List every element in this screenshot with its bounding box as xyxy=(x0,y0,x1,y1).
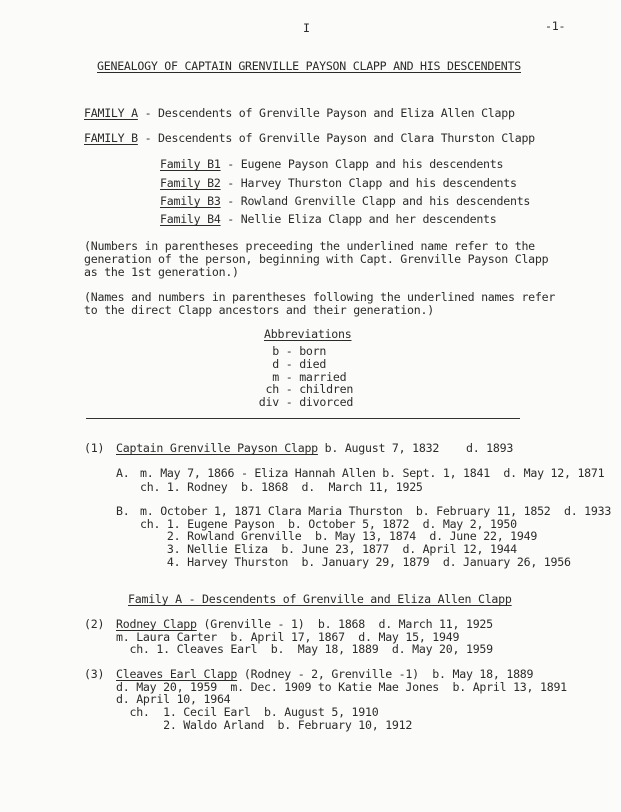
entry-2-parents: (Grenville - 1) b. 1868 d. March 11, 1925 xyxy=(196,617,493,631)
abbr-row: ch - children xyxy=(250,383,353,396)
entry-1-b-child: 3. Nellie Eliza b. June 23, 1877 d. April 12, 1944 xyxy=(140,542,517,556)
abbr-key: m xyxy=(272,370,279,384)
abbr-row: div - divorced xyxy=(250,396,353,409)
note-2-line-1: (Names and numbers in parentheses following the underlined names refer xyxy=(84,290,556,304)
abbr-key: ch xyxy=(265,382,279,396)
entry-2-number: (2) xyxy=(84,617,105,631)
entry-1-number: (1) xyxy=(84,441,105,455)
entry-1-a-tag: A. xyxy=(116,466,130,480)
abbr-meaning: divorced xyxy=(299,395,354,409)
abbreviations-heading: Abbreviations xyxy=(264,327,352,341)
family-b3-line xyxy=(160,195,530,208)
abbr-key: div xyxy=(258,395,279,409)
entry-1-b-child: 2. Rowland Grenville b. May 13, 1874 d. June 22, 1949 xyxy=(140,529,538,543)
family-b2-label: Family B2 xyxy=(160,176,221,190)
entry-2-line: ch. 1. Cleaves Earl b. May 18, 1889 d. May 20, 1959 xyxy=(116,642,493,656)
entry-1-a-line-1: m. May 7, 1866 - Eliza Hannah Allen b. Sept. 1, 1841 d. May 12, 1871 xyxy=(140,466,605,480)
entry-1-heading xyxy=(116,442,513,455)
note-2-line-2: to the direct Clapp ancestors and their generation.) xyxy=(84,303,434,317)
section-number: I xyxy=(303,21,310,35)
entry-1-b-tag: B. xyxy=(116,504,130,518)
abbr-meaning: married xyxy=(299,370,347,384)
family-a-heading: Family A - Descendents of Grenville and Eliza Allen Clapp xyxy=(128,592,512,606)
family-b1-desc: - Eugene Payson Clapp and his descendents xyxy=(220,157,504,171)
entry-2-name: Rodney Clapp xyxy=(116,617,197,631)
family-b4-label: Family B4 xyxy=(160,212,221,226)
abbr-key: d xyxy=(272,357,279,371)
page-title: GENEALOGY OF CAPTAIN GRENVILLE PAYSON CLAPP AND HIS DESCENDENTS xyxy=(97,59,521,73)
entry-3-name: Cleaves Earl Clapp xyxy=(116,667,238,681)
entry-1-b-child: ch. 1. Eugene Payson b. October 5, 1872 d. May 2, 1950 xyxy=(140,517,517,531)
section-divider xyxy=(86,418,520,419)
family-b1-label: Family B1 xyxy=(160,157,221,171)
abbr-row: m - married xyxy=(250,371,346,384)
note-1-line-1: (Numbers in parentheses preceeding the underlined name refer to the xyxy=(84,239,535,253)
family-b3-label: Family B3 xyxy=(160,194,221,208)
entry-1-name: Captain Grenville Payson Clapp xyxy=(116,441,318,455)
abbr-row: d - died xyxy=(250,358,326,371)
entry-1-dates: b. August 7, 1832 d. 1893 xyxy=(317,441,514,455)
family-a-label: FAMILY A xyxy=(84,106,138,120)
family-b3-desc: - Rowland Grenville Clapp and his descendents xyxy=(220,194,531,208)
entry-3-line: d. May 20, 1959 m. Dec. 1909 to Katie Mae Jones b. April 13, 1891 xyxy=(116,680,567,694)
abbr-meaning: born xyxy=(299,344,327,358)
entry-3-line: ch. 1. Cecil Earl b. August 5, 1910 xyxy=(116,705,379,719)
family-b2-line xyxy=(160,177,517,190)
entry-2-line: m. Laura Carter b. April 17, 1867 d. May 15, 1949 xyxy=(116,630,460,644)
family-b4-desc: - Nellie Eliza Clapp and her descendents xyxy=(220,212,497,226)
abbr-meaning: children xyxy=(299,382,354,396)
family-b4-line xyxy=(160,213,497,226)
note-1-line-3: as the 1st generation.) xyxy=(84,265,239,279)
page-number: -1- xyxy=(545,19,566,33)
abbr-key: b xyxy=(272,344,279,358)
family-b-line xyxy=(84,132,535,145)
entry-3-line: d. April 10, 1964 xyxy=(116,692,231,706)
abbr-meaning: died xyxy=(299,357,327,371)
entry-3-number: (3) xyxy=(84,667,105,681)
entry-3-parents: (Rodney - 2, Grenville -1) b. May 18, 1889 xyxy=(237,667,534,681)
family-b1-line xyxy=(160,158,503,171)
abbr-row: b - born xyxy=(250,345,326,358)
note-1-line-2: generation of the person, beginning with Capt. Grenville Payson Clapp xyxy=(84,252,549,266)
entry-1-b-line-1: m. October 1, 1871 Clara Maria Thurston b. February 11, 1852 d. 1933 xyxy=(140,504,612,518)
entry-3-line: 2. Waldo Arland b. February 10, 1912 xyxy=(116,718,413,732)
family-b-desc: - Descendents of Grenville Payson and Clara Thurston Clapp xyxy=(137,131,535,145)
entry-1-b-child: 4. Harvey Thurston b. January 29, 1879 d. January 26, 1956 xyxy=(140,555,571,569)
family-b2-desc: - Harvey Thurston Clapp and his descendents xyxy=(220,176,517,190)
family-b-label: FAMILY B xyxy=(84,131,138,145)
entry-1-a-line-2: ch. 1. Rodney b. 1868 d. March 11, 1925 xyxy=(140,480,423,494)
family-a-desc: - Descendents of Grenville Payson and Eliza Allen Clapp xyxy=(137,106,515,120)
family-a-line xyxy=(84,107,515,120)
